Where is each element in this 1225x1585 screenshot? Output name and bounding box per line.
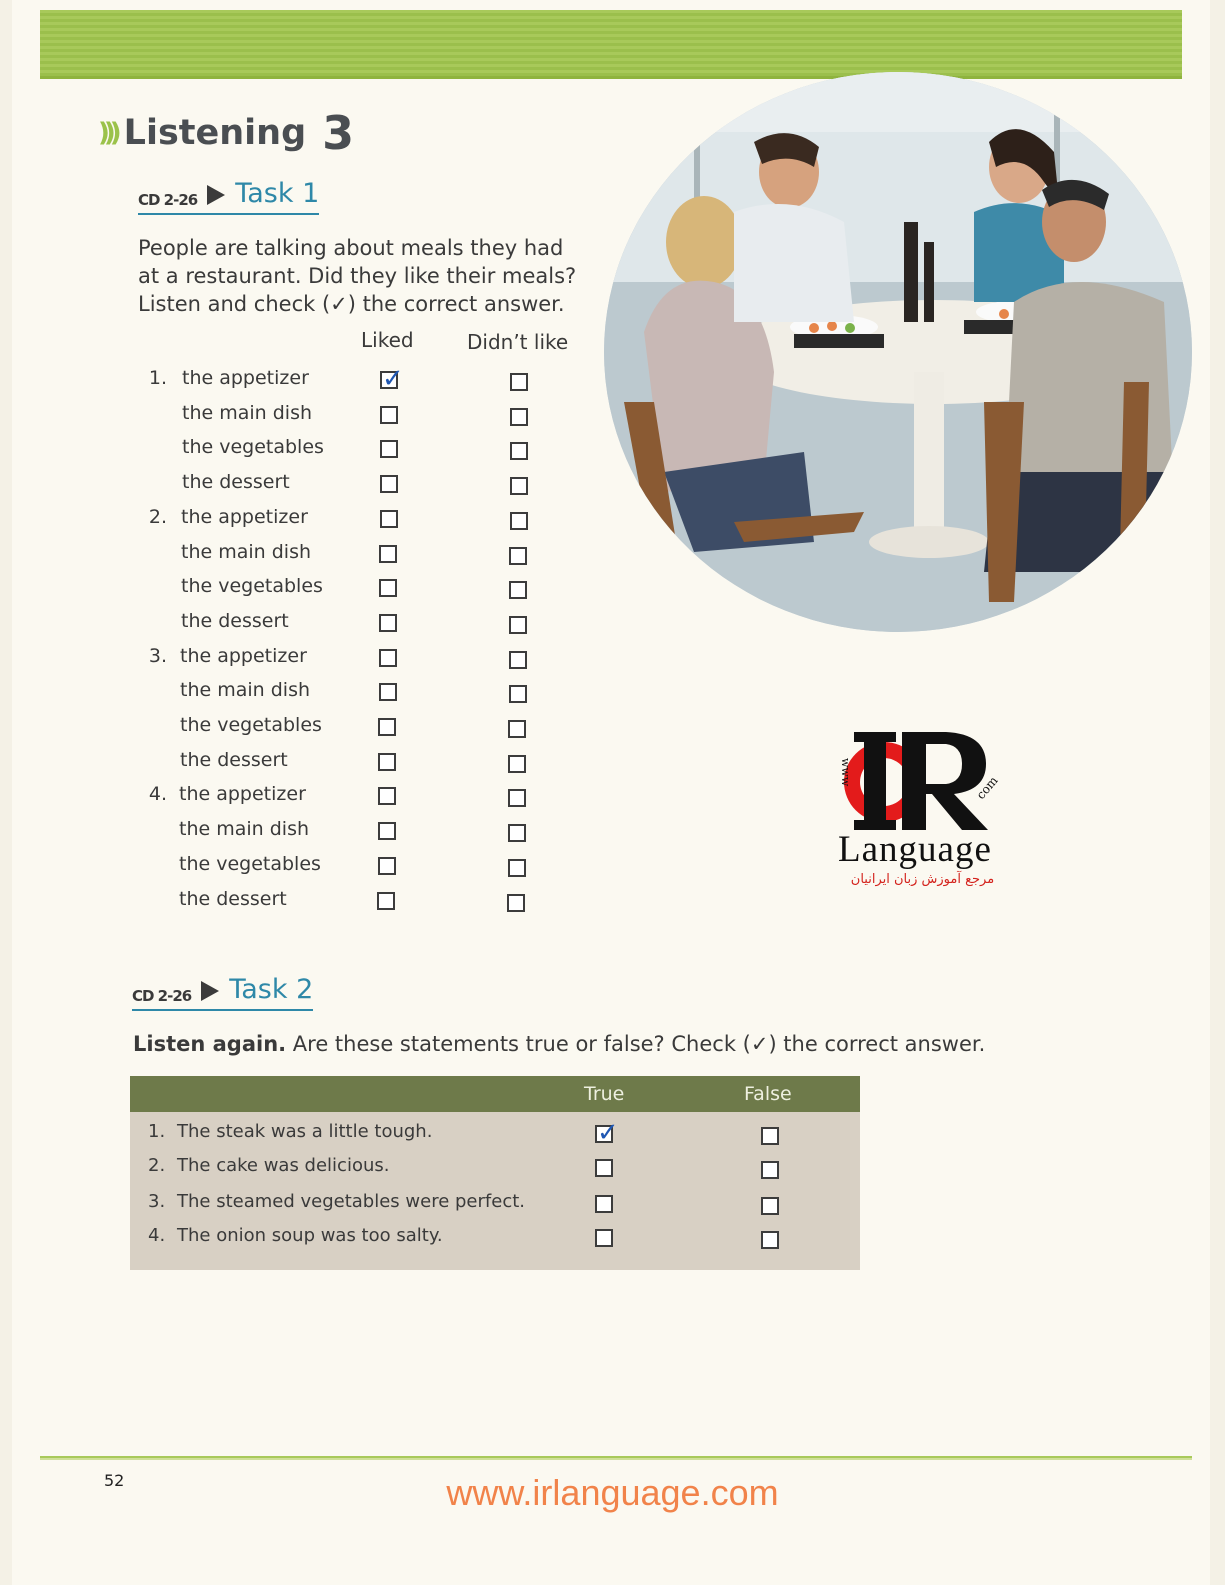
item-label: the appetizer (179, 783, 306, 805)
statement-text: The steamed vegetables were perfect. (177, 1191, 525, 1212)
liked-checkbox[interactable] (378, 822, 396, 840)
item-label: the main dish (181, 541, 312, 563)
didnt-like-checkbox[interactable] (509, 685, 527, 703)
true-checkbox[interactable] (595, 1118, 619, 1148)
task1-row (0, 783, 600, 813)
task1-title: Task 1 (235, 178, 320, 209)
statement-number: 1. (148, 1121, 166, 1142)
item-label: the appetizer (182, 367, 309, 389)
item-label: the appetizer (181, 506, 308, 528)
liked-checkbox[interactable] (380, 475, 398, 493)
liked-checkbox[interactable] (380, 510, 398, 528)
task2-row (130, 1118, 860, 1153)
false-checkbox[interactable] (761, 1231, 779, 1249)
task2-header (132, 974, 313, 1011)
task1-header (138, 178, 319, 215)
didnt-like-checkbox[interactable] (507, 894, 525, 912)
statement-text: The steak was a little tough. (177, 1121, 433, 1142)
task1-row (0, 818, 600, 848)
logo-tagline: مرجع آموزش زبان ایرانیان (850, 872, 995, 887)
liked-checkbox[interactable] (380, 364, 404, 394)
item-label: the vegetables (179, 853, 321, 875)
didnt-like-checkbox[interactable] (510, 477, 528, 495)
didnt-like-checkbox[interactable] (508, 824, 526, 842)
task1-instructions (138, 234, 588, 318)
task1-row (0, 610, 600, 640)
header-band (40, 10, 1182, 76)
footer-rule (40, 1456, 1192, 1460)
sound-waves-icon: ))) (98, 118, 116, 148)
task1-row (0, 888, 600, 918)
task2-instructions (133, 1032, 985, 1056)
liked-checkbox[interactable] (378, 857, 396, 875)
cd-track-label: CD 2-26 (132, 987, 192, 1005)
liked-checkbox[interactable] (379, 614, 397, 632)
column-header-true: True (584, 1083, 625, 1105)
item-number: 1. (148, 367, 167, 389)
item-number: 2. (148, 506, 167, 528)
task1-row (0, 679, 600, 709)
false-checkbox[interactable] (761, 1197, 779, 1215)
task1-row (0, 714, 600, 744)
false-checkbox[interactable] (761, 1161, 779, 1179)
column-header-didnt-like: Didn’t like (467, 330, 569, 354)
task2-row (130, 1191, 860, 1223)
task1-row (0, 575, 600, 605)
task2-row (130, 1225, 860, 1257)
didnt-like-checkbox[interactable] (509, 581, 527, 599)
liked-checkbox[interactable] (378, 718, 396, 736)
item-label: the vegetables (180, 714, 322, 736)
didnt-like-checkbox[interactable] (510, 408, 528, 426)
statement-number: 4. (148, 1225, 166, 1246)
task2-table-header (130, 1076, 860, 1112)
section-title-text: Listening (123, 113, 307, 153)
column-header-false: False (744, 1083, 792, 1105)
liked-checkbox[interactable] (377, 892, 395, 910)
didnt-like-checkbox[interactable] (508, 720, 526, 738)
item-label: the dessert (179, 888, 287, 910)
liked-checkbox[interactable] (380, 406, 398, 424)
cd-track-label: CD 2-26 (138, 191, 198, 209)
task1-row (0, 402, 600, 432)
liked-checkbox[interactable] (379, 545, 397, 563)
liked-checkbox[interactable] (379, 649, 397, 667)
item-number: 4. (148, 783, 167, 805)
task2-table (130, 1076, 860, 1270)
task1-row (0, 364, 600, 397)
true-checkbox[interactable] (595, 1195, 613, 1213)
statement-number: 3. (148, 1191, 166, 1212)
checkmark-icon: ✓ (382, 364, 404, 394)
task1-row (0, 749, 600, 779)
didnt-like-checkbox[interactable] (510, 512, 528, 530)
liked-checkbox[interactable] (378, 787, 396, 805)
task2-row (130, 1155, 860, 1187)
item-label: the main dish (180, 679, 311, 701)
logo-com-text: com (973, 773, 1001, 802)
didnt-like-checkbox[interactable] (508, 859, 526, 877)
didnt-like-checkbox[interactable] (509, 547, 527, 565)
task2-instruction-text: Are these statements true or false? Check (✓) the correct answer. (286, 1032, 986, 1056)
task1-row (0, 645, 600, 675)
didnt-like-checkbox[interactable] (510, 442, 528, 460)
didnt-like-checkbox[interactable] (508, 789, 526, 807)
task1-row (0, 471, 600, 501)
header-band-rule (40, 76, 1182, 79)
instruction-line: People are talking about meals they had (138, 236, 564, 260)
play-icon (201, 981, 219, 1001)
task1-row (0, 541, 600, 571)
didnt-like-checkbox[interactable] (510, 373, 528, 391)
section-title (98, 106, 354, 160)
website-url: www.irlanguage.com (446, 1472, 779, 1513)
didnt-like-checkbox[interactable] (509, 616, 527, 634)
liked-checkbox[interactable] (379, 579, 397, 597)
didnt-like-checkbox[interactable] (508, 755, 526, 773)
item-label: the vegetables (181, 575, 323, 597)
statement-number: 2. (148, 1155, 166, 1176)
task1-row (0, 853, 600, 883)
didnt-like-checkbox[interactable] (509, 651, 527, 669)
task2-instruction-bold: Listen again. (133, 1032, 287, 1056)
play-icon (207, 185, 225, 205)
true-checkbox[interactable] (595, 1159, 613, 1177)
restaurant-photo (604, 72, 1192, 632)
section-number: 3 (322, 106, 355, 160)
item-label: the main dish (182, 402, 313, 424)
task1-row (0, 506, 600, 536)
liked-checkbox[interactable] (379, 683, 397, 701)
item-number: 3. (148, 645, 167, 667)
item-label: the main dish (179, 818, 310, 840)
item-label: the dessert (182, 471, 290, 493)
logo-brand-text: Language (838, 829, 992, 870)
item-label: the dessert (180, 749, 288, 771)
item-label: the appetizer (180, 645, 307, 667)
column-header-liked: Liked (361, 328, 414, 352)
restaurant-diners-illustration (604, 72, 1192, 632)
true-checkbox[interactable] (595, 1229, 613, 1247)
task1-row (0, 436, 600, 466)
item-label: the vegetables (182, 436, 324, 458)
statement-text: The onion soup was too salty. (177, 1225, 443, 1246)
false-checkbox[interactable] (761, 1127, 779, 1145)
liked-checkbox[interactable] (378, 753, 396, 771)
instruction-line: Listen and check (✓) the correct answer. (138, 292, 565, 316)
page-number: 52 (104, 1471, 125, 1490)
item-label: the dessert (181, 610, 289, 632)
liked-checkbox[interactable] (380, 440, 398, 458)
instruction-line: at a restaurant. Did they like their meals? (138, 264, 577, 288)
logo-side-text: www (839, 758, 852, 787)
task2-title: Task 2 (229, 974, 314, 1005)
checkmark-icon: ✓ (597, 1118, 619, 1148)
statement-text: The cake was delicious. (177, 1155, 390, 1176)
